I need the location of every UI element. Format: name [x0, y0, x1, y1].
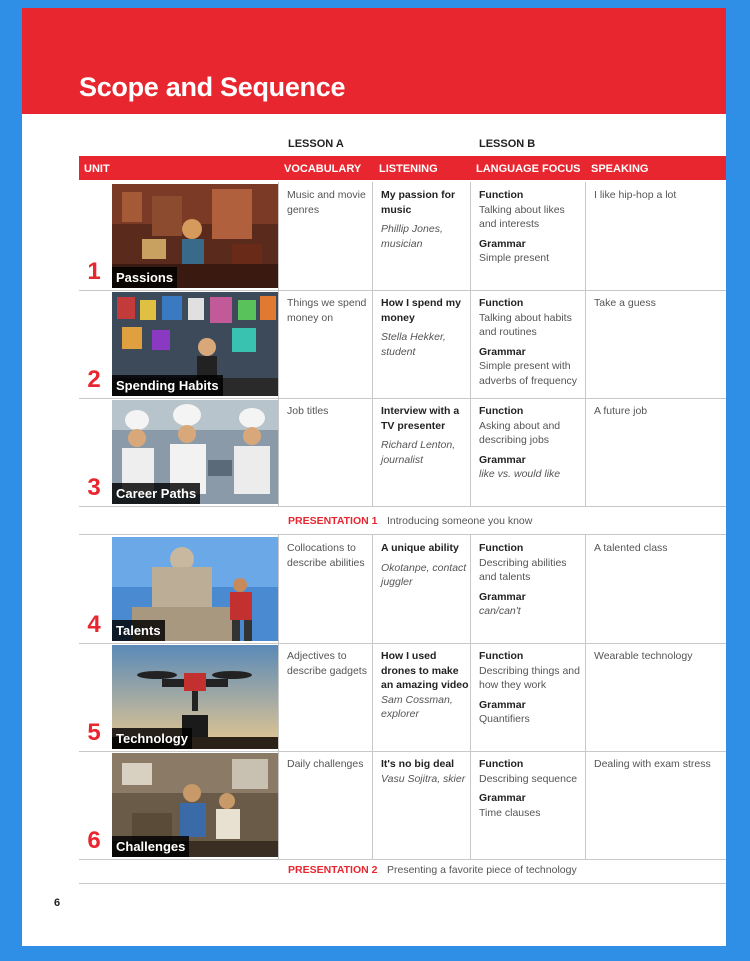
unit-photo-spending-habits — [112, 292, 278, 396]
listening-cell — [372, 290, 470, 398]
listening-title: How I used drones to make an amazing video — [381, 650, 469, 691]
speaking-cell — [585, 535, 726, 643]
vocabulary-text: Things we spend money on — [287, 297, 367, 324]
listening-speaker: Richard Lenton, journalist — [381, 439, 456, 466]
unit-number: 3 — [87, 474, 101, 501]
vocabulary-cell — [278, 398, 372, 506]
unit-number: 1 — [87, 258, 101, 285]
function-label: Function — [479, 758, 524, 770]
speaking-text: A future job — [594, 405, 648, 417]
listening-speaker: Stella Hekker, student — [381, 331, 446, 358]
column-header-language-focus: LANGUAGE FOCUS — [476, 163, 581, 175]
grammar-label: Grammar — [479, 792, 526, 804]
listening-speaker: Sam Cossman, explorer — [381, 693, 453, 720]
speaking-text: A talented class — [594, 542, 668, 554]
listening-cell — [372, 398, 470, 506]
vocabulary-cell — [278, 182, 372, 290]
function-text: Talking about likes and interests — [479, 203, 565, 230]
unit-name: Technology — [112, 728, 192, 749]
unit-photo-passions — [112, 184, 278, 288]
vocabulary-cell — [278, 751, 372, 859]
unit-row-1 — [79, 182, 726, 291]
function-text: Describing abilities and talents — [479, 556, 567, 583]
listening-speaker: Vasu Sojitra, skier — [381, 772, 466, 785]
function-text: Describing sequence — [479, 772, 578, 785]
vocabulary-text: Daily challenges — [287, 758, 364, 770]
grammar-text: Time clauses — [479, 806, 541, 819]
unit-photo-challenges — [112, 753, 278, 857]
vocabulary-cell — [278, 643, 372, 751]
language-focus-cell — [470, 643, 585, 751]
speaking-cell — [585, 182, 726, 290]
listening-cell — [372, 643, 470, 751]
grammar-label: Grammar — [479, 237, 526, 250]
speaking-text: Take a guess — [594, 297, 656, 309]
listening-cell — [372, 751, 470, 859]
function-text: Talking about habits and routines — [479, 311, 572, 338]
unit-name: Challenges — [112, 836, 189, 857]
function-label: Function — [479, 650, 524, 662]
unit-row-2 — [79, 290, 726, 399]
lesson-a-label: LESSON A — [288, 138, 344, 150]
column-header-speaking: SPEAKING — [591, 163, 649, 175]
unit-name: Career Paths — [112, 483, 200, 504]
speaking-cell — [585, 751, 726, 859]
unit-name: Passions — [112, 267, 177, 288]
language-focus-cell — [470, 182, 585, 290]
listening-title: Interview with a TV presenter — [381, 405, 460, 432]
function-label: Function — [479, 542, 524, 554]
unit-name: Talents — [112, 620, 165, 641]
vocabulary-text: Job titles — [287, 405, 329, 417]
listening-speaker: Okotanpe, contact juggler — [381, 561, 467, 588]
column-header-bar — [79, 156, 726, 180]
vocabulary-cell — [278, 290, 372, 398]
presentation-label: PRESENTATION 1 — [288, 515, 378, 527]
listening-title: It's no big deal — [381, 758, 455, 770]
grammar-label: Grammar — [479, 345, 526, 358]
unit-row-6 — [79, 751, 726, 860]
grammar-text: Simple present with adverbs of frequency — [479, 360, 578, 387]
function-label: Function — [479, 405, 524, 417]
speaking-text: I like hip-hop a lot — [594, 189, 677, 201]
unit-row-3 — [79, 398, 726, 507]
vocabulary-text: Collocations to describe abilities — [287, 542, 365, 569]
vocabulary-text: Adjectives to describe gadgets — [287, 650, 367, 677]
speaking-text: Wearable technology — [594, 650, 693, 662]
speaking-cell — [585, 290, 726, 398]
grammar-text: can/can't — [479, 605, 521, 617]
speaking-text: Dealing with exam stress — [594, 758, 711, 770]
column-header-listening: LISTENING — [379, 163, 438, 175]
listening-cell — [372, 535, 470, 643]
unit-row-4 — [79, 535, 726, 644]
listening-speaker: Phillip Jones, musician — [381, 223, 443, 250]
listening-title: How I spend my money — [381, 297, 461, 324]
function-label: Function — [479, 189, 524, 201]
page-number: 6 — [54, 897, 61, 909]
unit-number: 5 — [87, 719, 101, 746]
grammar-text: Simple present — [479, 252, 550, 264]
column-header-vocabulary: VOCABULARY — [284, 163, 362, 175]
lesson-b-label: LESSON B — [479, 138, 536, 150]
unit-number: 6 — [87, 827, 101, 854]
presentation-text: Introducing someone you know — [387, 515, 533, 527]
presentation-row-2 — [79, 855, 726, 884]
unit-photo-talents — [112, 537, 278, 641]
grammar-text: like vs. would like — [479, 468, 561, 480]
grammar-label: Grammar — [479, 698, 526, 711]
grammar-text: Quantifiers — [479, 713, 530, 725]
listening-cell — [372, 182, 470, 290]
title-banner — [22, 8, 726, 114]
function-text: Asking about and describing jobs — [479, 419, 561, 446]
language-focus-cell — [470, 751, 585, 859]
language-focus-cell — [470, 290, 585, 398]
function-text: Describing things and how they work — [479, 664, 580, 691]
grammar-label: Grammar — [479, 590, 526, 603]
unit-number: 2 — [87, 366, 101, 393]
listening-title: My passion for music — [381, 189, 456, 216]
speaking-cell — [585, 398, 726, 506]
page-title: Scope and Sequence — [79, 72, 346, 102]
presentation-text: Presenting a favorite piece of technology — [387, 864, 577, 876]
vocabulary-cell — [278, 535, 372, 643]
speaking-cell — [585, 643, 726, 751]
unit-number: 4 — [87, 611, 101, 638]
unit-name: Spending Habits — [112, 375, 223, 396]
unit-row-5 — [79, 643, 726, 752]
unit-photo-technology — [112, 645, 278, 749]
column-header-unit: UNIT — [84, 163, 110, 175]
presentation-row-1 — [79, 506, 726, 535]
language-focus-cell — [470, 535, 585, 643]
page — [22, 8, 726, 946]
language-focus-cell — [470, 398, 585, 506]
function-label: Function — [479, 297, 524, 309]
unit-photo-career-paths — [112, 400, 278, 504]
presentation-label: PRESENTATION 2 — [288, 864, 378, 876]
listening-title: A unique ability — [381, 542, 459, 554]
grammar-label: Grammar — [479, 453, 526, 466]
vocabulary-text: Music and movie genres — [287, 189, 366, 216]
